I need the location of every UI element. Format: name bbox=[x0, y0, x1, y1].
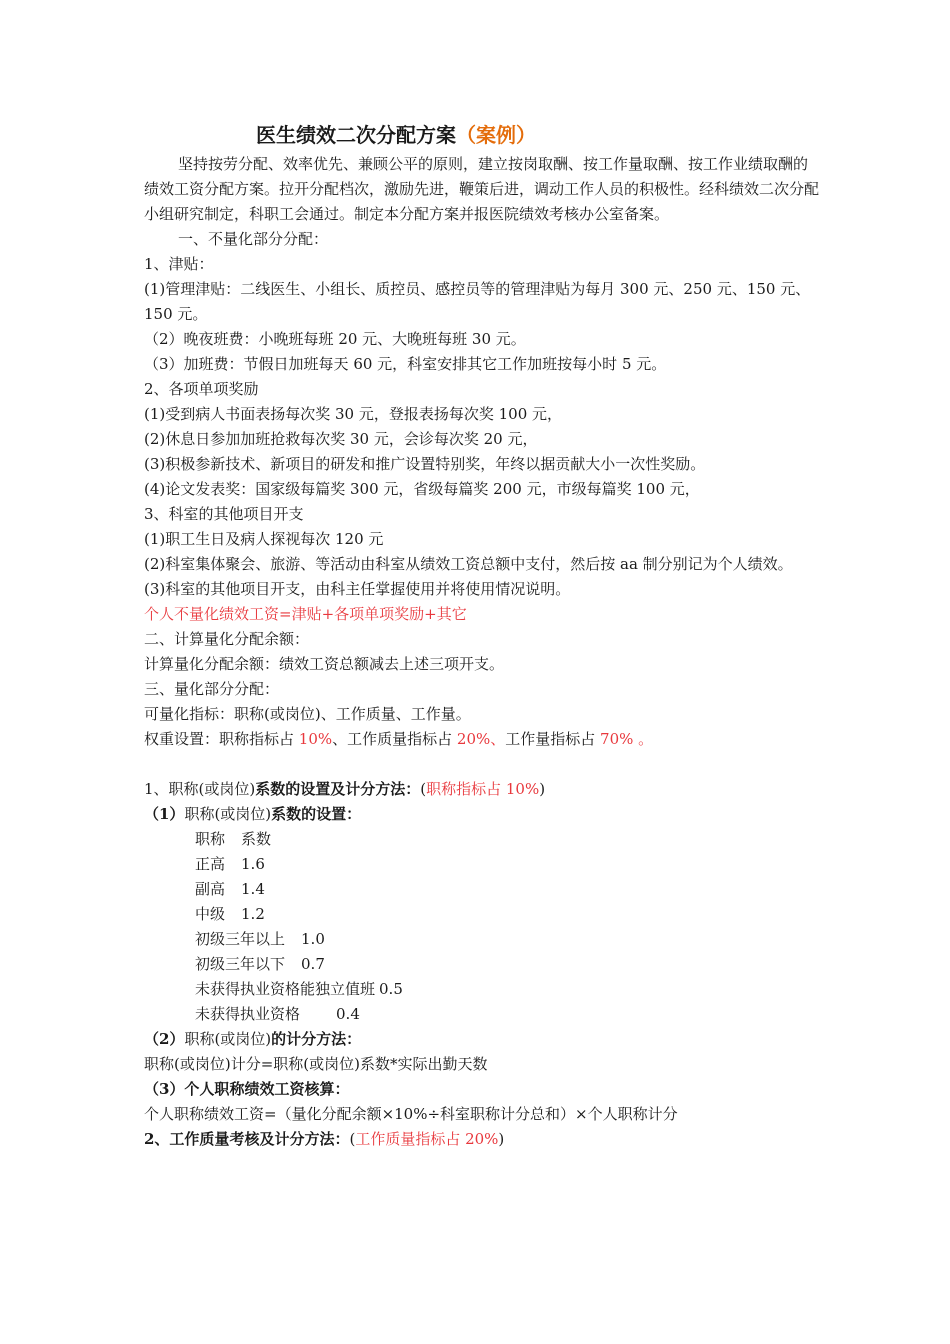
other-item-2: (2)科室集体聚会、旅游、等活动由科室从绩效工资总额中支付，然后按 aa 制分别记为个人绩效。 bbox=[144, 555, 793, 573]
coefficient-value: 0.5 bbox=[379, 980, 403, 998]
weight-mid-1: 、工作质量指标占 bbox=[332, 730, 457, 748]
other-expenses-heading: 3、科室的其他项目开支 bbox=[144, 505, 304, 523]
title-highlight: （案例） bbox=[456, 123, 536, 147]
quality-weight: 工作质量指标占 20% bbox=[355, 1130, 499, 1148]
weight-workload: 70% 。 bbox=[600, 730, 654, 748]
coefficient-name: 正高 bbox=[195, 855, 226, 873]
coefficient-value: 1.2 bbox=[241, 905, 265, 923]
coefficient-value: 0.7 bbox=[301, 955, 325, 973]
coefficient-row bbox=[195, 1002, 820, 1027]
coefficient-value: 1.6 bbox=[241, 855, 265, 873]
weight-title: 10% bbox=[298, 730, 333, 748]
coefficient-name: 未获得执业资格 bbox=[195, 1005, 301, 1023]
coefficient-value: 1.0 bbox=[301, 930, 325, 948]
sub1-part-b: 职称(或岗位) bbox=[184, 805, 272, 823]
coefficient-row bbox=[195, 877, 820, 902]
coefficient-name: 初级三年以下 bbox=[195, 955, 286, 973]
coefficient-name: 中级 bbox=[195, 905, 226, 923]
quality-paren-open: ( bbox=[349, 1130, 356, 1148]
section-3-heading: 三、量化部分分配： bbox=[144, 680, 280, 698]
coefficient-name: 职称 bbox=[195, 830, 226, 848]
coefficient-row bbox=[195, 952, 820, 977]
title-heading-part-a: 1、职称(或岗位) bbox=[144, 780, 256, 798]
sub2-part-c: 的计分方法： bbox=[271, 1030, 362, 1048]
coefficient-table bbox=[144, 827, 820, 1027]
title-heading-paren-close: ) bbox=[539, 780, 546, 798]
weight-prefix: 权重设置：职称指标占 bbox=[144, 730, 299, 748]
allowance-heading: 1、津贴： bbox=[144, 255, 214, 273]
page-title bbox=[256, 118, 820, 152]
allowance-item-1: (1)管理津贴：二线医生、小组长、质控员、感控员等的管理津贴为每月 300 元、250 元、150 元、150 元。 bbox=[144, 280, 811, 323]
section-2-heading: 二、计算量化分配余额： bbox=[144, 630, 310, 648]
weight-quality: 20%、 bbox=[456, 730, 506, 748]
weight-settings bbox=[144, 727, 820, 752]
section-1-heading: 一、不量化部分分配： bbox=[178, 230, 329, 248]
title-heading-paren-open: ( bbox=[420, 780, 427, 798]
awards-heading: 2、各项单项奖励 bbox=[144, 380, 259, 398]
sub2-number: （2） bbox=[144, 1030, 185, 1048]
weight-mid-2: 工作量指标占 bbox=[505, 730, 601, 748]
coefficient-value: 0.4 bbox=[336, 1005, 360, 1023]
title-heading-weight: 职称指标占 10% bbox=[426, 780, 540, 798]
coefficient-row bbox=[195, 977, 820, 1002]
quantifiable-indicators: 可量化指标：职称(或岗位)、工作质量、工作量。 bbox=[144, 705, 471, 723]
award-item-1: (1)受到病人书面表扬每次奖 30 元，登报表扬每次奖 100 元， bbox=[144, 405, 563, 423]
other-item-1: (1)职工生日及病人探视每次 120 元 bbox=[144, 530, 384, 548]
non-quantified-formula: 个人不量化绩效工资=津贴+各项单项奖励+其它 bbox=[144, 605, 467, 623]
coefficient-row bbox=[195, 902, 820, 927]
quality-heading-text: 2、工作质量考核及计分方法： bbox=[144, 1130, 350, 1148]
allowance-item-2: （2）晚夜班费：小晚班每班 20 元、大晚班每班 30 元。 bbox=[144, 330, 526, 348]
scoring-formula: 职称(或岗位)计分=职称(或岗位)系数*实际出勤天数 bbox=[144, 1055, 488, 1073]
coefficient-value: 1.4 bbox=[241, 880, 265, 898]
sub1-part-c: 系数的设置： bbox=[271, 805, 362, 823]
intro-paragraph: 坚持按劳分配、效率优先、兼顾公平的原则，建立按岗取酬、按工作量取酬、按工作业绩取酬的绩效工资分配方案。拉开分配档次，激励先进，鞭策后进，调动工作人员的积极性。经科绩效二次分配小组研究制定，科职工会通过。制定本分配方案并报医院绩效考核办公室备案。 bbox=[144, 155, 820, 223]
title-heading-part-b: 系数的设置及计分方法： bbox=[255, 780, 421, 798]
salary-calc-subheading: （3）个人职称绩效工资核算： bbox=[144, 1080, 350, 1098]
sub1-number: （1） bbox=[144, 805, 185, 823]
title-main: 医生绩效二次分配方案 bbox=[256, 123, 456, 147]
award-item-2: (2)休息日参加加班抢救每次奖 30 元，会诊每次奖 20 元， bbox=[144, 430, 538, 448]
coefficient-name: 初级三年以上 bbox=[195, 930, 286, 948]
other-item-3: (3)科室的其他项目开支，由科主任掌握使用并将使用情况说明。 bbox=[144, 580, 571, 598]
coefficient-row bbox=[195, 827, 820, 852]
coefficient-row bbox=[195, 927, 820, 952]
sub2-part-b: 职称(或岗位) bbox=[184, 1030, 272, 1048]
coefficient-setting-subheading bbox=[144, 802, 820, 827]
coefficient-name: 未获得执业资格能独立值班 bbox=[195, 980, 376, 998]
scoring-method-subheading bbox=[144, 1027, 820, 1052]
coefficient-value: 系数 bbox=[241, 830, 272, 848]
document-body bbox=[144, 118, 820, 1152]
coefficient-name: 副高 bbox=[195, 880, 226, 898]
salary-calc-formula: 个人职称绩效工资=（量化分配余额×10%÷科室职称计分总和）×个人职称计分 bbox=[144, 1105, 678, 1123]
award-item-3: (3)积极参新技术、新项目的研发和推广设置特别奖，年终以据贡献大小一次性奖励。 bbox=[144, 455, 706, 473]
quality-heading bbox=[144, 1127, 820, 1152]
title-coefficient-heading bbox=[144, 777, 820, 802]
allowance-item-3: （3）加班费：节假日加班每天 60 元，科室安排其它工作加班按每小时 5 元。 bbox=[144, 355, 667, 373]
award-item-4: (4)论文发表奖：国家级每篇奖 300 元，省级每篇奖 200 元，市级每篇奖 100 元， bbox=[144, 480, 700, 498]
coefficient-row bbox=[195, 852, 820, 877]
section-2-text: 计算量化分配余额：绩效工资总额减去上述三项开支。 bbox=[144, 655, 505, 673]
blank-line bbox=[144, 752, 820, 777]
quality-paren-close: ) bbox=[498, 1130, 505, 1148]
